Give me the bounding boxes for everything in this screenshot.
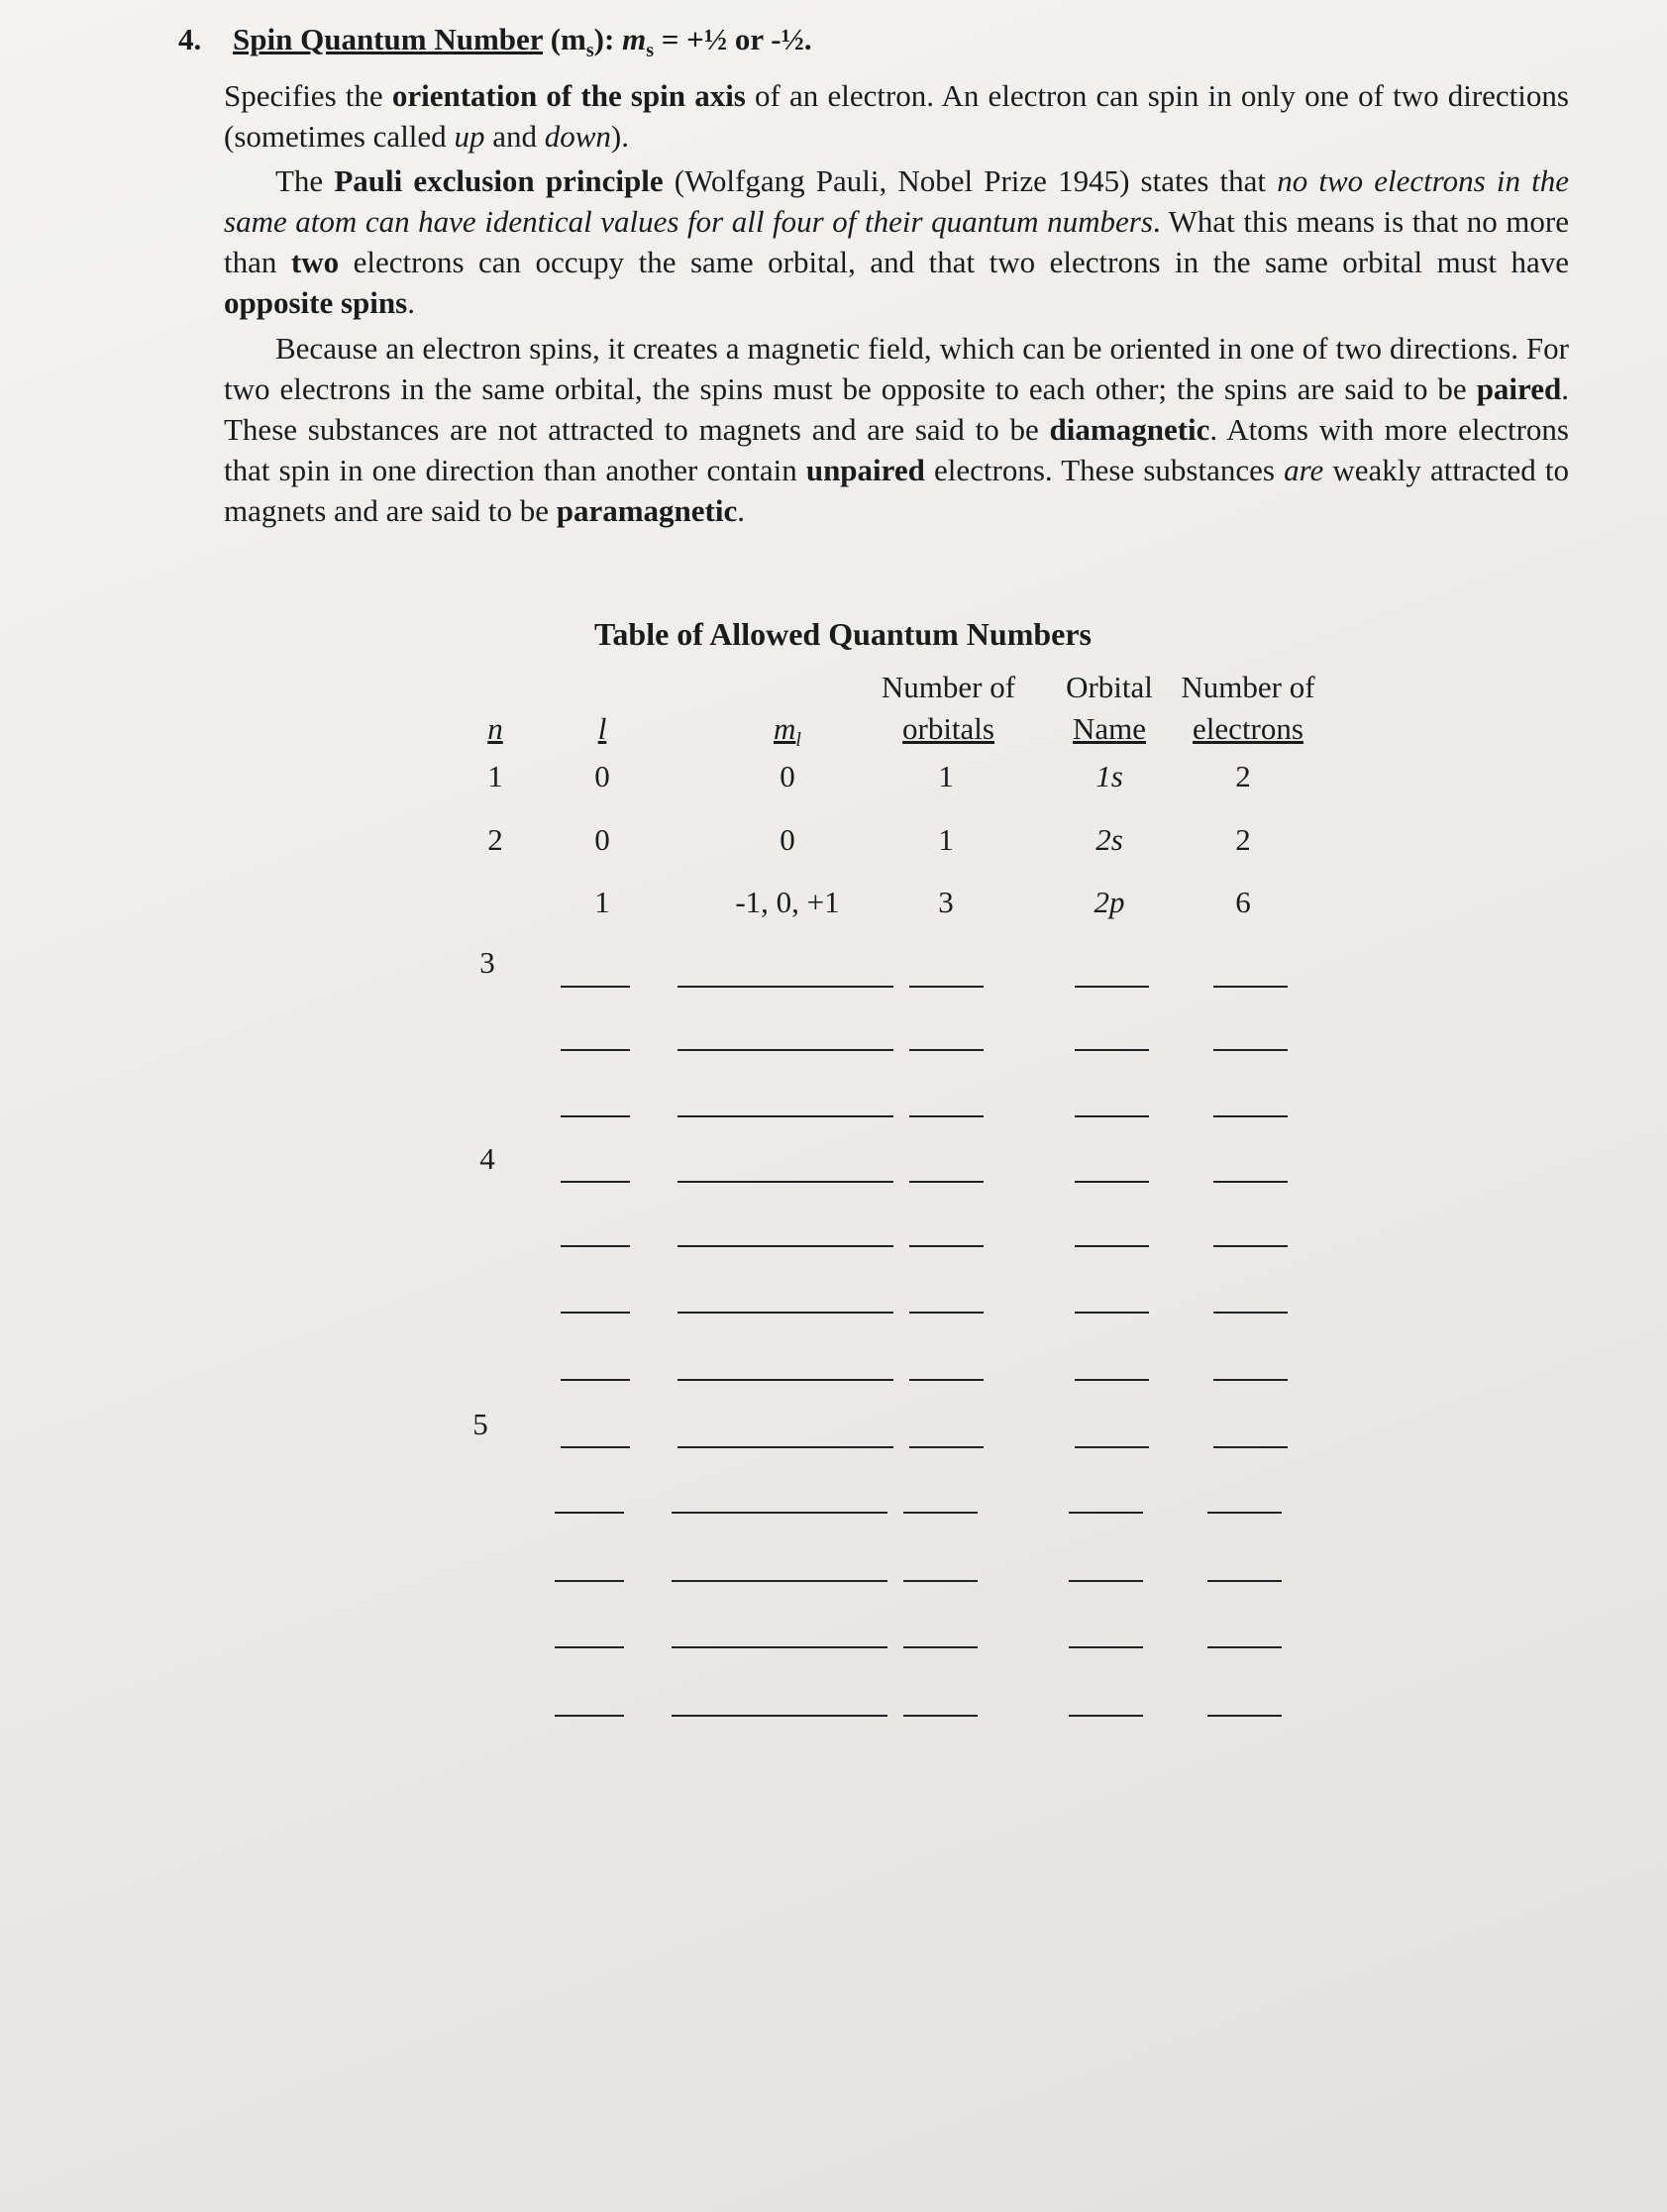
table-cell-electrons: 6 <box>1235 885 1251 919</box>
blank-electrons-line[interactable] <box>1213 1312 1288 1314</box>
header-name-bottom: Name <box>1072 711 1147 746</box>
blank-name-line[interactable] <box>1075 1245 1149 1247</box>
blank-electrons-line[interactable] <box>1213 1446 1288 1448</box>
header-electrons-top: Number of <box>1181 670 1315 704</box>
table-cell-name: 1s <box>1095 759 1123 793</box>
blank-l-line[interactable] <box>555 1580 624 1582</box>
blank-l-line[interactable] <box>555 1646 624 1648</box>
blank-orbitals-line[interactable] <box>903 1580 978 1582</box>
blank-electrons-line[interactable] <box>1207 1646 1282 1648</box>
blank-electrons-line[interactable] <box>1213 1181 1288 1183</box>
blank-electrons-line[interactable] <box>1207 1715 1282 1717</box>
blank-electrons-line[interactable] <box>1207 1512 1282 1514</box>
header-electrons-bottom: electrons <box>1193 711 1303 746</box>
blank-name-line[interactable] <box>1075 1049 1149 1051</box>
blank-orbitals-line[interactable] <box>909 1049 984 1051</box>
blank-ml-line[interactable] <box>677 1379 893 1381</box>
blank-row-label-n5: 5 <box>472 1407 488 1441</box>
paragraph-spin-orientation: Specifies the orientation of the spin axis of an electron. An electron can spin in only one of two directions (sometimes called up and down). <box>224 78 1569 154</box>
blank-electrons-line[interactable] <box>1207 1580 1282 1582</box>
paragraph-magnetism: Because an electron spins, it creates a magnetic field, which can be oriented in one of two directions. For two electrons in the same orbital, the spins must be opposite to each other; the spins are said to be paired. These substances are not attracted to magnets and are said to be diamagnetic. Atoms with more electrons that spin in one direction than another contain unpaired electrons. These substances are weakly attracted to magnets and are said to be paramagnetic. <box>224 331 1569 528</box>
blank-l-line[interactable] <box>561 1115 630 1117</box>
blank-ml-line[interactable] <box>677 1181 893 1183</box>
blank-ml-line[interactable] <box>672 1512 887 1514</box>
header-l: l <box>597 711 607 746</box>
table-cell-n: 1 <box>487 759 503 793</box>
blank-orbitals-line[interactable] <box>903 1715 978 1717</box>
blank-name-line[interactable] <box>1075 1115 1149 1117</box>
section-heading <box>178 22 1605 62</box>
blank-ml-line[interactable] <box>677 1312 893 1314</box>
table-cell-orbitals: 1 <box>938 822 954 857</box>
blank-orbitals-line[interactable] <box>909 1245 984 1247</box>
table-cell-ml: 0 <box>780 759 795 793</box>
table-cell-ml: 0 <box>780 822 795 857</box>
blank-orbitals-line[interactable] <box>903 1512 978 1514</box>
section-number: 4. <box>178 22 202 56</box>
blank-electrons-line[interactable] <box>1213 1049 1288 1051</box>
table-cell-l: 1 <box>594 885 610 919</box>
table-cell-n: 2 <box>487 822 503 857</box>
blank-l-line[interactable] <box>561 1181 630 1183</box>
table-cell-electrons: 2 <box>1235 759 1251 793</box>
blank-electrons-line[interactable] <box>1213 1245 1288 1247</box>
blank-ml-line[interactable] <box>672 1646 887 1648</box>
table-cell-orbitals: 1 <box>938 759 954 793</box>
blank-name-line[interactable] <box>1075 986 1149 988</box>
blank-electrons-line[interactable] <box>1213 1379 1288 1381</box>
blank-row-label-n3: 3 <box>479 945 495 980</box>
table-cell-orbitals: 3 <box>938 885 954 919</box>
spin-formula: $m_s$ = +½ or -½. <box>622 22 812 62</box>
table-cell-l: 0 <box>594 822 610 857</box>
section-symbol: $(m_s)$: <box>550 22 615 62</box>
blank-l-line[interactable] <box>561 1312 630 1314</box>
table-cell-ml: -1, 0, +1 <box>735 885 840 919</box>
blank-orbitals-line[interactable] <box>909 1115 984 1117</box>
blank-name-line[interactable] <box>1069 1580 1143 1582</box>
blank-electrons-line[interactable] <box>1213 986 1288 988</box>
header-ml: $m_l$ <box>774 711 801 752</box>
blank-orbitals-line[interactable] <box>909 986 984 988</box>
blank-orbitals-line[interactable] <box>909 1312 984 1314</box>
blank-l-line[interactable] <box>555 1715 624 1717</box>
blank-name-line[interactable] <box>1075 1181 1149 1183</box>
header-name-top: Orbital <box>1066 670 1153 704</box>
blank-name-line[interactable] <box>1075 1446 1149 1448</box>
blank-ml-line[interactable] <box>677 1446 893 1448</box>
blank-orbitals-line[interactable] <box>909 1181 984 1183</box>
blank-orbitals-line[interactable] <box>909 1446 984 1448</box>
header-n: n <box>487 711 503 746</box>
blank-name-line[interactable] <box>1075 1379 1149 1381</box>
table-cell-name: 2p <box>1094 885 1125 919</box>
blank-electrons-line[interactable] <box>1213 1115 1288 1117</box>
header-orbitals-bottom: orbitals <box>902 711 994 746</box>
blank-l-line[interactable] <box>561 986 630 988</box>
table-cell-l: 0 <box>594 759 610 793</box>
blank-ml-line[interactable] <box>677 986 893 988</box>
blank-ml-line[interactable] <box>672 1580 887 1582</box>
blank-l-line[interactable] <box>561 1446 630 1448</box>
blank-ml-line[interactable] <box>672 1715 887 1717</box>
blank-ml-line[interactable] <box>677 1245 893 1247</box>
blank-row-label-n4: 4 <box>479 1141 495 1176</box>
blank-name-line[interactable] <box>1069 1715 1143 1717</box>
blank-l-line[interactable] <box>561 1049 630 1051</box>
section-title: Spin Quantum Number <box>233 22 543 56</box>
blank-l-line[interactable] <box>555 1512 624 1514</box>
blank-l-line[interactable] <box>561 1245 630 1247</box>
table-title: Table of Allowed Quantum Numbers <box>594 616 1092 652</box>
paragraph-pauli-principle: The Pauli exclusion principle (Wolfgang Pauli, Nobel Prize 1945) states that no two electrons in the same atom can have identical values for all four of their quantum numbers. What this means is that no more than two electrons can occupy the same orbital, and that two electrons in the same orbital must have opposite spins. <box>224 163 1570 320</box>
blank-name-line[interactable] <box>1069 1512 1143 1514</box>
header-orbitals-top: Number of <box>881 670 1016 704</box>
blank-ml-line[interactable] <box>677 1115 893 1117</box>
blank-name-line[interactable] <box>1075 1312 1149 1314</box>
table-cell-name: 2s <box>1095 822 1123 857</box>
blank-name-line[interactable] <box>1069 1646 1143 1648</box>
table-cell-electrons: 2 <box>1235 822 1251 857</box>
blank-orbitals-line[interactable] <box>903 1646 978 1648</box>
blank-orbitals-line[interactable] <box>909 1379 984 1381</box>
blank-ml-line[interactable] <box>677 1049 893 1051</box>
blank-l-line[interactable] <box>561 1379 630 1381</box>
